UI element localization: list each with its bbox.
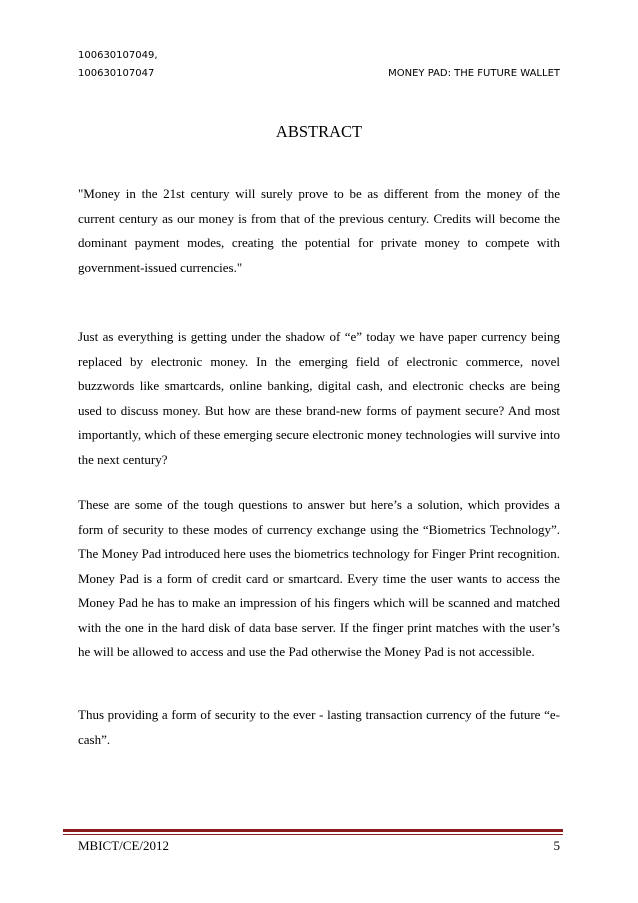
header-id-2: 100630107047 — [78, 68, 155, 79]
footer-course-code: MBICT/CE/2012 — [78, 838, 170, 853]
page-title: ABSTRACT — [275, 122, 363, 141]
footer-rule-thick — [63, 829, 563, 832]
paragraph-solution: These are some of the tough questions to answer but here’s a solution, which provides a form of security to these modes of currency exchange using the “Biometrics Technology”. The Money Pad introduced here uses the biometrics technology for Finger Print recognition. Money Pad is a form of credit card or smartcard. Every time the user wants to access the Money Pad he has to make an impression of his fingers which will be scanned and matched with the one in the hard disk of data base server. If the finger print matches with the user’s he will be allowed to access and use the Pad otherwise the Money Pad is not accessible. — [78, 497, 560, 659]
header-running-title: MONEY PAD: THE FUTURE WALLET — [388, 68, 560, 79]
page-number: 5 — [553, 838, 560, 853]
footer-rule-thin — [63, 834, 563, 835]
header-student-ids — [78, 47, 158, 83]
paragraph-conclusion: Thus providing a form of security to the ever - lasting transaction currency of the future “e-cash”. — [78, 707, 560, 747]
paragraph-intro: Just as everything is getting under the shadow of “e” today we have paper currency being replaced by electronic money. In the emerging field of electronic commerce, novel buzzwords like smartcards, online banking, digital cash, and electronic checks are being used to discuss money. But how are these brand-new forms of payment secure? And most importantly, which of these emerging secure electronic money technologies will survive into the next century? — [78, 329, 560, 467]
paragraph-quote: "Money in the 21st century will surely prove to be as different from the money of the current century as our money is from that of the previous century. Credits will become the dominant payment modes, creating the potential for private money to compete with government-issued currencies." — [78, 186, 560, 275]
header-id-1: 100630107049, — [78, 50, 158, 61]
